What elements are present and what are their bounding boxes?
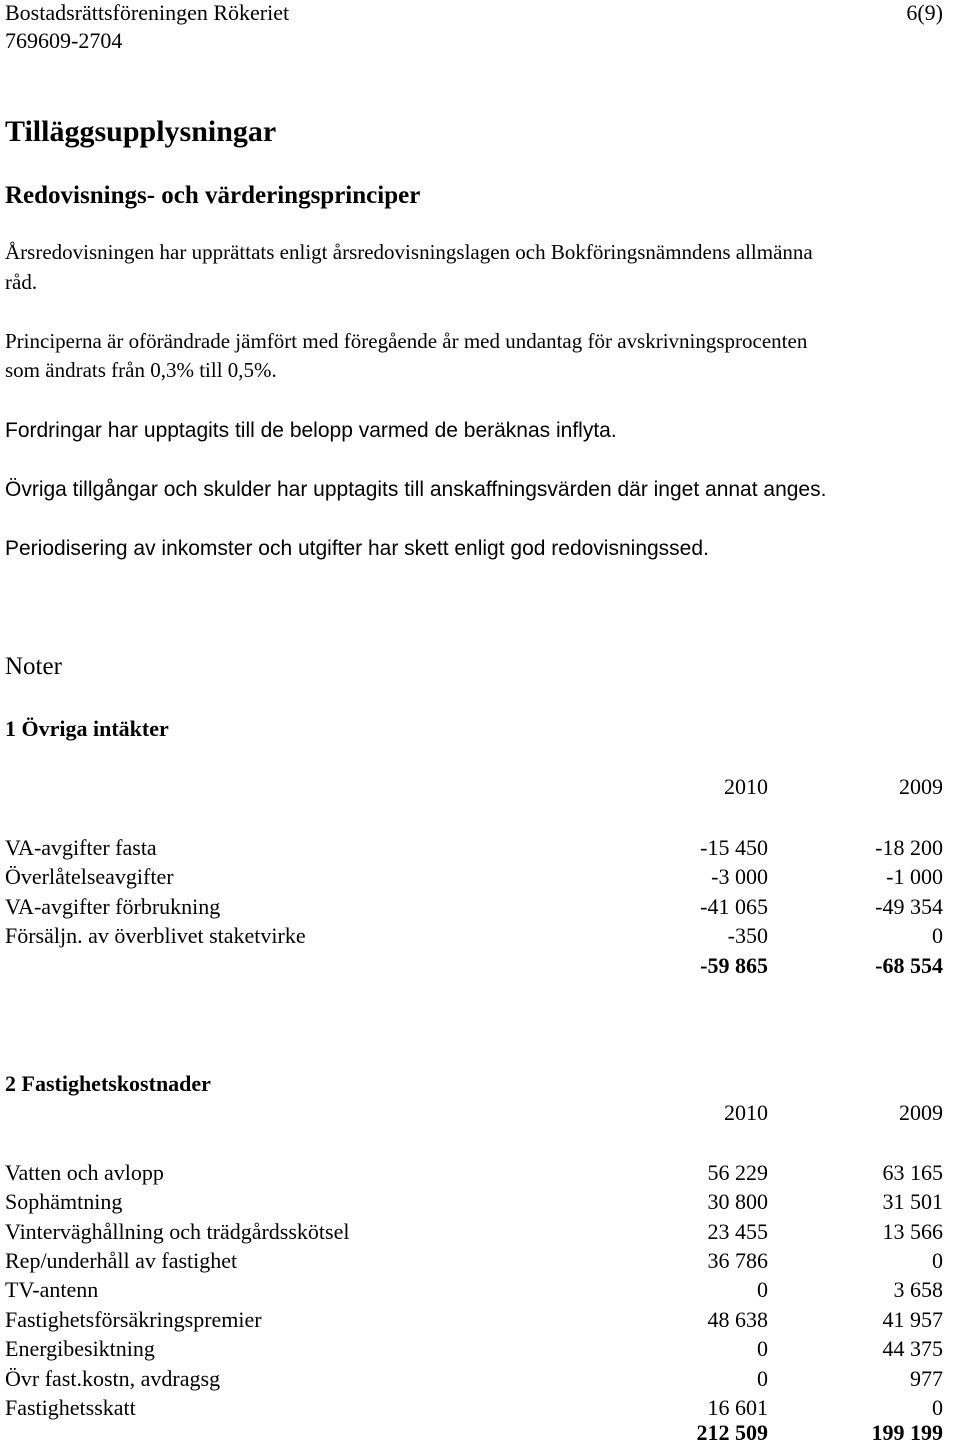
- note-1-row-label: VA-avgifter förbrukning: [5, 894, 221, 919]
- note-2-row-label: Vinterväghållning och trädgårdsskötsel: [5, 1219, 350, 1244]
- note-2-row-label: Rep/underhåll av fastighet: [5, 1248, 238, 1273]
- note-2-row-value-2009: 0: [932, 1395, 943, 1420]
- note-1-heading: 1 Övriga intäkter: [5, 716, 169, 741]
- note-2-row-label: Energibesiktning: [5, 1336, 155, 1361]
- note-2-row-value-2010: 0: [757, 1366, 768, 1391]
- note-2-row-value-2010: 36 786: [707, 1248, 768, 1273]
- note-2-row-label: Sophämtning: [5, 1189, 123, 1214]
- note-2-row-value-2009: 977: [910, 1366, 943, 1391]
- note-2-row-label: TV-antenn: [5, 1277, 99, 1302]
- note-1-row-label: Försäljn. av överblivet staketvirke: [5, 923, 306, 948]
- note-2-row-value-2010: 48 638: [707, 1307, 768, 1332]
- note-2-row-value-2009: 0: [932, 1248, 943, 1273]
- note-1-year-2009-header: 2009: [899, 774, 943, 799]
- note-2-year-2009-header: 2009: [899, 1100, 943, 1125]
- note-2-total-2010: 212 509: [696, 1420, 768, 1445]
- note-2-row-value-2009: 3 658: [893, 1277, 943, 1302]
- note-1-row-value-2009: -1 000: [886, 864, 943, 889]
- note-2-row-label: Fastighetsförsäkringspremier: [5, 1307, 262, 1332]
- organization-name: Bostadsrättsföreningen Rökeriet: [5, 0, 290, 25]
- principles-paragraph-1-line-1: Årsredovisningen har upprättats enligt årsredovisningslagen och Bokföringsnämndens allmänna: [5, 240, 813, 264]
- principles-paragraph-5: Periodisering av inkomster och utgifter har skett enligt god redovisningssed.: [5, 537, 709, 560]
- note-1-row-value-2010: -41 065: [700, 894, 768, 919]
- note-1-row-value-2010: -15 450: [700, 835, 768, 860]
- note-2-row-value-2010: 0: [757, 1336, 768, 1361]
- note-2-year-2010-header: 2010: [724, 1100, 768, 1125]
- note-1-row-value-2009: -49 354: [875, 894, 943, 919]
- note-2-row-value-2009: 63 165: [882, 1160, 943, 1185]
- page-number: 6(9): [906, 0, 943, 25]
- principles-paragraph-2-line-2: som ändrats från 0,3% till 0,5%.: [5, 358, 277, 382]
- principles-paragraph-4: Övriga tillgångar och skulder har upptagits till anskaffningsvärden där inget annat anges.: [5, 478, 827, 501]
- note-1-row-label: VA-avgifter fasta: [5, 835, 157, 860]
- principles-paragraph-3: Fordringar har upptagits till de belopp varmed de beräknas inflyta.: [5, 419, 617, 442]
- note-1-row-value-2009: -18 200: [875, 835, 943, 860]
- principles-paragraph-2-line-1: Principerna är oförändrade jämfört med föregående år med undantag för avskrivningsprocenten: [5, 329, 808, 353]
- note-2-row-value-2010: 16 601: [707, 1395, 768, 1420]
- note-1-row-value-2010: -350: [727, 923, 768, 948]
- note-1-total-2009: -68 554: [875, 953, 943, 978]
- note-2-row-label: Fastighetsskatt: [5, 1395, 136, 1420]
- note-1-row-value-2010: -3 000: [711, 864, 768, 889]
- principles-paragraph-1-line-2: råd.: [5, 270, 38, 294]
- note-2-row-value-2009: 31 501: [882, 1189, 943, 1214]
- note-1-year-2010-header: 2010: [724, 774, 768, 799]
- note-2-row-label: Övr fast.kostn, avdragsg: [5, 1366, 221, 1391]
- note-2-row-value-2010: 56 229: [707, 1160, 768, 1185]
- note-1-total-2010: -59 865: [700, 953, 768, 978]
- note-1-row-label: Överlåtelseavgifter: [5, 864, 174, 889]
- note-2-row-value-2009: 44 375: [882, 1336, 943, 1361]
- note-2-row-label: Vatten och avlopp: [5, 1160, 164, 1185]
- principles-heading: Redovisnings- och värderingsprinciper: [5, 182, 421, 209]
- note-2-row-value-2009: 41 957: [882, 1307, 943, 1332]
- notes-heading: Noter: [5, 653, 62, 680]
- note-2-row-value-2009: 13 566: [882, 1219, 943, 1244]
- note-2-total-2009: 199 199: [871, 1420, 943, 1445]
- page-title: Tilläggsupplysningar: [5, 115, 277, 148]
- note-1-row-value-2009: 0: [932, 923, 943, 948]
- note-2-row-value-2010: 30 800: [707, 1189, 768, 1214]
- note-2-heading: 2 Fastighetskostnader: [5, 1071, 211, 1096]
- note-2-row-value-2010: 0: [757, 1277, 768, 1302]
- note-2-row-value-2010: 23 455: [707, 1219, 768, 1244]
- organization-number: 769609-2704: [5, 28, 123, 53]
